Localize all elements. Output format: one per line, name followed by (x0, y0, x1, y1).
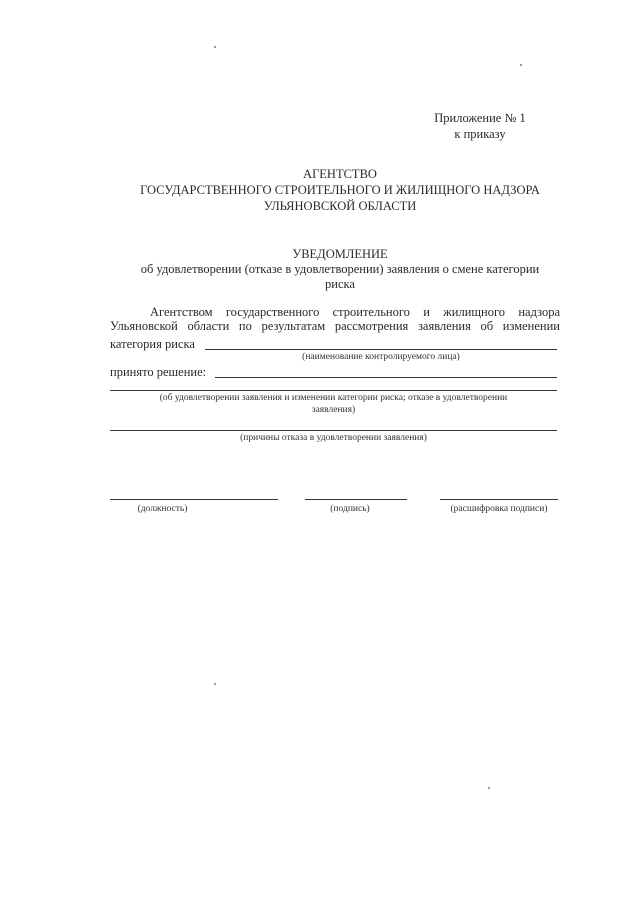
decision-label: принято решение: (110, 365, 207, 379)
decision-caption-line-2: заявления) (311, 405, 356, 415)
signature-field[interactable] (305, 499, 407, 500)
scan-speck (520, 64, 522, 66)
agency-line-1: АГЕНТСТВО (303, 167, 377, 181)
position-field[interactable] (110, 499, 278, 500)
body-paragraph: Агентством государственного строительного и жилищного надзора Ульяновской области по результатам рассмотрения заявления об изменении (110, 305, 560, 333)
signature-caption: (подпись) (330, 504, 370, 514)
agency-line-2: ГОСУДАРСТВЕННОГО СТРОИТЕЛЬНОГО И ЖИЛИЩНОГО НАДЗОРА (140, 183, 540, 197)
decision-field-continuation[interactable] (110, 390, 557, 391)
appendix-header (400, 110, 560, 142)
notice-subtitle-line-1: об удовлетворении (отказе в удовлетворении) заявления о смене категории (140, 262, 540, 276)
agency-title (80, 166, 600, 214)
refusal-reason-caption: (причины отказа в удовлетворении заявления) (240, 433, 427, 443)
decryption-field[interactable] (440, 499, 558, 500)
scan-speck (488, 787, 490, 789)
decision-caption-line-1: (об удовлетворении заявления и изменении категории риска; отказе в удовлетворении (159, 393, 508, 403)
controlled-person-caption: (наименование контролируемого лица) (302, 352, 460, 362)
risk-category-label: категория риска (110, 337, 195, 351)
agency-line-3: УЛЬЯНОВСКОЙ ОБЛАСТИ (263, 199, 417, 213)
notice-title: УВЕДОМЛЕНИЕ (292, 247, 388, 261)
appendix-line-1: Приложение № 1 (434, 111, 526, 125)
appendix-line-2: к приказу (454, 127, 506, 141)
refusal-reason-field[interactable] (110, 430, 557, 431)
risk-category-field[interactable] (205, 349, 557, 350)
decision-caption (110, 392, 557, 416)
position-caption: (должность) (137, 504, 188, 514)
notice-heading (80, 247, 600, 292)
notice-subtitle-line-2: риска (325, 277, 355, 291)
scan-speck (214, 683, 216, 685)
decision-field[interactable] (215, 377, 557, 378)
decryption-caption: (расшифровка подписи) (450, 504, 548, 514)
scan-speck (214, 46, 216, 48)
